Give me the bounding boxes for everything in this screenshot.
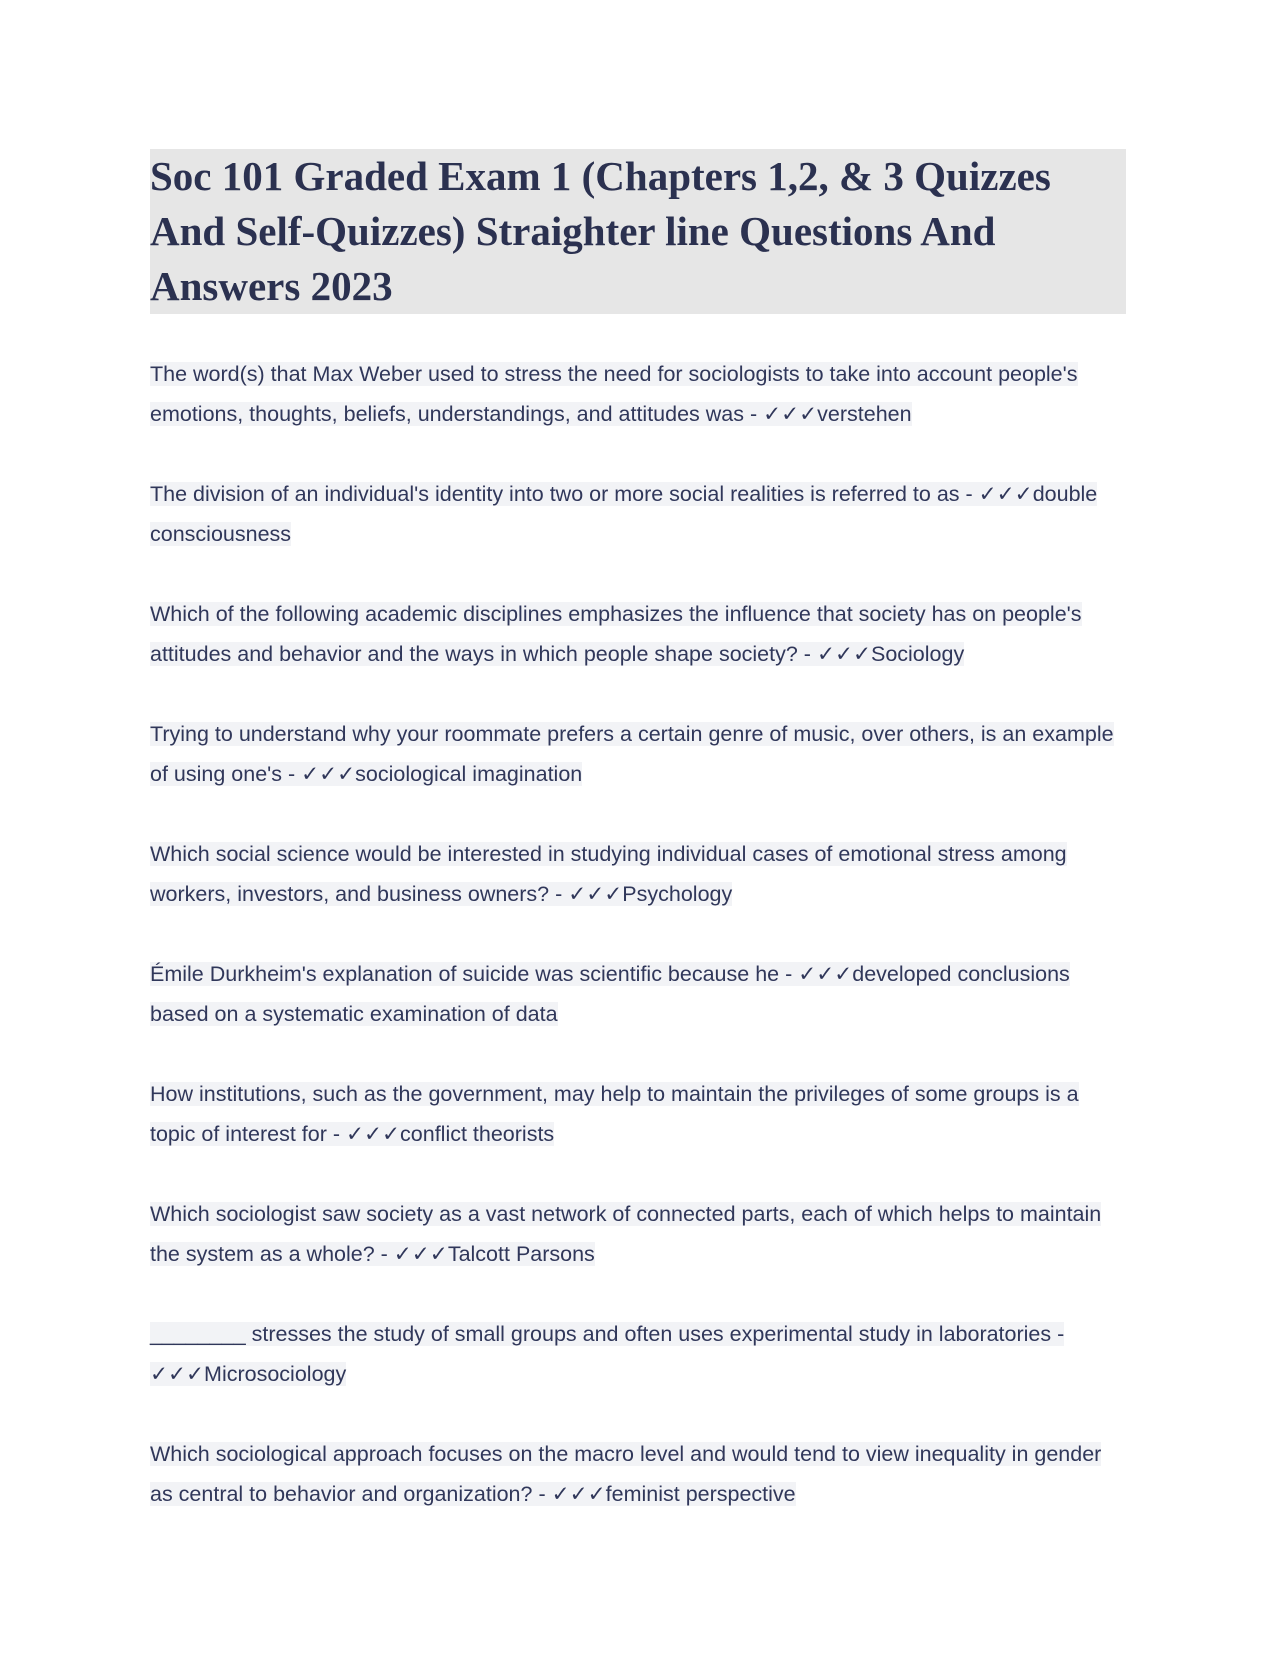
separator: - xyxy=(797,642,817,666)
answer-text: Microsociology xyxy=(204,1362,347,1386)
check-marks: ✓✓✓ xyxy=(393,1242,448,1266)
document-page xyxy=(150,149,1126,1554)
qa-item xyxy=(150,354,1126,434)
qa-list xyxy=(150,354,1126,1514)
check-marks: ✓✓✓ xyxy=(568,882,623,906)
separator: - xyxy=(326,1122,346,1146)
qa-item xyxy=(150,474,1126,554)
question-text: How institutions, such as the government, may help to maintain the privileges of some groups is a topic of interest for xyxy=(150,1082,1079,1146)
question-text: Émile Durkheim's explanation of suicide was scientific because he xyxy=(150,962,780,986)
answer-text: Psychology xyxy=(622,882,733,906)
qa-item xyxy=(150,594,1126,674)
question-text: The word(s) that Max Weber used to stress the need for sociologists to take into account people's emotions, thoughts, beliefs, understandings, and attitudes was xyxy=(150,362,1078,426)
check-marks: ✓✓✓ xyxy=(816,642,871,666)
check-marks: ✓✓✓ xyxy=(150,1362,205,1386)
qa-item xyxy=(150,954,1126,1034)
separator: - xyxy=(374,1242,394,1266)
answer-text: Talcott Parsons xyxy=(447,1242,595,1266)
answer-text: sociological imagination xyxy=(355,762,583,786)
separator: - xyxy=(549,882,569,906)
check-marks: ✓✓✓ xyxy=(551,1482,606,1506)
question-text: Which sociologist saw society as a vast network of connected parts, each of which helps to maintain the system as a whole? xyxy=(150,1202,1102,1266)
qa-item xyxy=(150,1314,1126,1394)
qa-item xyxy=(150,834,1126,914)
question-text: Trying to understand why your roommate prefers a certain genre of music, over others, is an example of using one's xyxy=(150,722,1114,786)
answer-text: conflict theorists xyxy=(400,1122,555,1146)
separator: - xyxy=(282,762,302,786)
question-text: Which social science would be interested in studying individual cases of emotional stress among workers, investors, and business owners? xyxy=(150,842,1067,906)
separator: - xyxy=(532,1482,552,1506)
question-text: ________ stresses the study of small groups and often uses experimental study in laboratories xyxy=(150,1322,1052,1346)
answer-text: feminist perspective xyxy=(605,1482,796,1506)
check-marks: ✓✓✓ xyxy=(978,482,1033,506)
qa-item xyxy=(150,1074,1126,1154)
check-marks: ✓✓✓ xyxy=(763,402,818,426)
separator: - xyxy=(959,482,979,506)
separator: - xyxy=(1051,1322,1065,1346)
separator: - xyxy=(779,962,799,986)
title-block xyxy=(150,149,1126,314)
qa-item xyxy=(150,714,1126,794)
check-marks: ✓✓✓ xyxy=(301,762,356,786)
document-title: Soc 101 Graded Exam 1 (Chapters 1,2, & 3 Quizzes And Self-Quizzes) Straighter line Questions And Answers 2023 xyxy=(150,153,1051,309)
answer-text: developed conclusions based on a systematic examination of data xyxy=(150,962,1070,1026)
question-text: The division of an individual's identity into two or more social realities is referred to as xyxy=(150,482,960,506)
answer-text: Sociology xyxy=(870,642,965,666)
answer-text: verstehen xyxy=(817,402,912,426)
question-text: Which of the following academic disciplines emphasizes the influence that society has on people's attitudes and behavior and the ways in which people shape society? xyxy=(150,602,1082,666)
check-marks: ✓✓✓ xyxy=(345,1122,401,1146)
check-marks: ✓✓✓ xyxy=(798,962,853,986)
separator: - xyxy=(744,402,764,426)
qa-item xyxy=(150,1194,1126,1274)
answer-text: double consciousness xyxy=(150,482,1098,546)
question-text: Which sociological approach focuses on the macro level and would tend to view inequality in gender as central to behavior and organization? xyxy=(150,1442,1102,1506)
qa-item xyxy=(150,1434,1126,1514)
